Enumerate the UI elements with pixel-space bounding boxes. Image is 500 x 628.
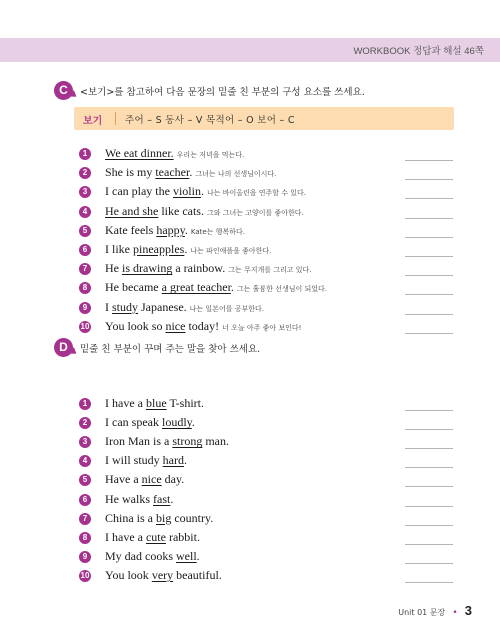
sentence-text: I like xyxy=(105,242,133,256)
sentence-text: a rainbow. xyxy=(172,261,226,276)
underlined-part: pineapples xyxy=(133,242,185,256)
underlined-part: blue xyxy=(145,396,167,410)
item-number-badge: 1 xyxy=(79,398,91,410)
underlined-part: cute xyxy=(145,529,166,544)
sentence-text: T-shirt. xyxy=(166,396,204,410)
sentence-text: He walks xyxy=(105,491,153,506)
exercise-item xyxy=(79,261,479,277)
sentence-text: He became xyxy=(105,280,162,295)
sentence-text: . xyxy=(184,242,188,256)
answer-blank[interactable] xyxy=(405,525,453,526)
sentence-text: He xyxy=(105,261,122,276)
sentence-text: Japanese. xyxy=(138,299,187,314)
underlined-part: We eat dinner. xyxy=(105,146,174,160)
sentence-text: You look xyxy=(105,567,152,582)
unit-label: Unit 01 문장 xyxy=(398,608,446,617)
sentence xyxy=(105,280,327,295)
example-content: 주어 – S 동사 – V 목적어 – O 보어 – C xyxy=(125,115,295,126)
answer-blank[interactable] xyxy=(405,198,453,199)
item-number-badge: 9 xyxy=(79,302,91,314)
sentence-text: . xyxy=(196,548,200,563)
sentence xyxy=(105,165,276,180)
answer-blank[interactable] xyxy=(405,582,453,583)
sentence-text: I will study xyxy=(105,453,163,468)
sentence xyxy=(105,568,222,583)
underlined-part: strong xyxy=(172,434,203,449)
exercise-item xyxy=(79,280,479,296)
underlined-part: well xyxy=(176,548,197,563)
example-divider xyxy=(115,112,116,125)
section-d-title: 밑줄 친 부분이 꾸며 주는 말을 찾아 쓰세요. xyxy=(80,344,261,355)
sentence-text: Have a xyxy=(105,472,142,487)
underlined-part: fast xyxy=(153,491,171,506)
answer-blank[interactable] xyxy=(405,429,453,430)
sentence-text: You look so xyxy=(105,318,166,333)
item-number-badge: 4 xyxy=(79,455,91,467)
page-number: 3 xyxy=(464,603,472,618)
korean-translation: 그녀는 나의 선생님이시다. xyxy=(195,170,277,179)
korean-translation: 나는 바이올린을 연주할 수 있다. xyxy=(206,189,307,198)
underlined-part: is drawing xyxy=(122,261,173,276)
exercise-item xyxy=(79,415,479,431)
item-number-badge: 8 xyxy=(79,532,91,544)
underlined-part: nice xyxy=(141,472,162,487)
sentence-text: beautiful. xyxy=(173,567,222,582)
footer-bullet: • xyxy=(452,608,458,618)
answer-blank[interactable] xyxy=(405,486,453,487)
sentence-text: . xyxy=(189,165,193,180)
sentence-text: . xyxy=(200,184,204,199)
exercise-item xyxy=(79,204,479,220)
exercise-item xyxy=(79,396,479,412)
exercise-item xyxy=(79,319,479,335)
exercise-item xyxy=(79,184,479,200)
sentence xyxy=(105,396,204,411)
korean-translation: Kate는 행복하다. xyxy=(190,227,245,236)
sentence-text: My dad cooks xyxy=(105,548,176,563)
korean-translation: 그는 무지개를 그리고 있다. xyxy=(228,266,312,275)
sentence-text: China is a xyxy=(105,510,156,525)
sentence xyxy=(105,223,245,238)
sentence xyxy=(105,300,264,315)
sentence-text: . xyxy=(230,280,234,295)
sentence xyxy=(105,472,184,487)
exercise-item xyxy=(79,568,479,584)
item-number-badge: 2 xyxy=(79,417,91,429)
answer-blank[interactable] xyxy=(405,314,453,315)
sentence xyxy=(105,204,304,219)
answer-blank[interactable] xyxy=(405,448,453,449)
workbook-reference: WORKBOOK 정답과 해설 46쪽 xyxy=(353,46,484,57)
sentence-text: country. xyxy=(171,510,214,525)
sentence xyxy=(105,453,187,468)
answer-blank[interactable] xyxy=(405,179,453,180)
underlined-part: loudly xyxy=(161,415,192,430)
sentence-text: . xyxy=(184,453,187,468)
answer-blank[interactable] xyxy=(405,333,453,334)
sentence xyxy=(105,242,271,257)
answer-blank[interactable] xyxy=(405,160,453,161)
sentence-text: man. xyxy=(202,434,229,449)
answer-blank[interactable] xyxy=(405,218,453,219)
item-number-badge: 3 xyxy=(79,436,91,448)
answer-blank[interactable] xyxy=(405,256,453,257)
item-number-badge: 6 xyxy=(79,244,91,256)
item-number-badge: 8 xyxy=(79,282,91,294)
exercise-item xyxy=(79,492,479,508)
sentence-text: I can speak xyxy=(105,415,162,430)
item-number-badge: 1 xyxy=(79,148,91,160)
sentence xyxy=(105,549,200,564)
korean-translation: 나는 일본어를 공부한다. xyxy=(189,304,264,313)
underlined-part: happy xyxy=(156,222,185,237)
sentence xyxy=(105,530,200,545)
item-number-badge: 10 xyxy=(80,570,90,580)
sentence xyxy=(105,415,195,430)
sentence-text: Kate feels xyxy=(105,222,157,237)
answer-blank[interactable] xyxy=(405,294,453,295)
exercise-item xyxy=(79,165,479,181)
item-number-badge: 5 xyxy=(79,474,91,486)
item-number-badge: 7 xyxy=(79,513,91,525)
sentence-text: I have a xyxy=(105,396,146,410)
answer-blank[interactable] xyxy=(405,467,453,468)
sentence-text: I xyxy=(105,299,112,314)
section-d-badge: D xyxy=(54,338,73,357)
sentence xyxy=(105,492,173,507)
underlined-part: study xyxy=(112,299,139,314)
item-number-badge: 4 xyxy=(79,206,91,218)
exercise-item xyxy=(79,511,479,527)
header-band xyxy=(0,38,500,62)
page-footer xyxy=(398,600,472,619)
korean-translation: 너 오늘 아주 좋아 보인다! xyxy=(222,323,302,332)
underlined-part: hard xyxy=(162,453,184,468)
sentence xyxy=(105,319,301,334)
item-number-badge: 3 xyxy=(79,186,91,198)
answer-blank[interactable] xyxy=(405,237,453,238)
sentence-text: like cats. xyxy=(158,203,204,218)
exercise-item xyxy=(79,453,479,469)
answer-blank[interactable] xyxy=(405,544,453,545)
sentence xyxy=(105,261,312,276)
exercise-item xyxy=(79,146,479,162)
exercise-item xyxy=(79,530,479,546)
sentence xyxy=(105,146,244,161)
exercise-item xyxy=(79,300,479,316)
sentence xyxy=(105,184,306,199)
underlined-part: big xyxy=(156,510,172,525)
item-number-badge: 7 xyxy=(79,263,91,275)
sentence-text: day. xyxy=(161,472,185,487)
exercise-item xyxy=(79,472,479,488)
item-number-badge: 10 xyxy=(80,321,90,331)
underlined-part: He and she xyxy=(105,203,159,218)
item-number-badge: 2 xyxy=(79,167,91,179)
sentence xyxy=(105,511,213,526)
item-number-badge: 9 xyxy=(79,551,91,563)
item-number-badge: 6 xyxy=(79,494,91,506)
exercise-item xyxy=(79,223,479,239)
sentence-text: I can play the xyxy=(105,184,173,199)
sentence-text: She is my xyxy=(105,165,156,180)
korean-translation: 우리는 저녁을 먹는다. xyxy=(176,151,245,159)
sentence-text: . xyxy=(191,415,195,430)
korean-translation: 그는 훌륭한 선생님이 되었다. xyxy=(236,285,327,294)
exercise-item xyxy=(79,549,479,565)
item-number-badge: 5 xyxy=(79,225,91,237)
answer-blank[interactable] xyxy=(405,275,453,276)
sentence-text: . xyxy=(184,222,188,237)
sentence-text: Iron Man is a xyxy=(105,434,173,449)
sentence-text: . xyxy=(170,491,174,506)
exercise-item xyxy=(79,434,479,450)
example-label: 보기 xyxy=(83,116,103,127)
underlined-part: teacher xyxy=(155,165,190,180)
underlined-part: very xyxy=(151,567,174,582)
korean-translation: 그와 그녀는 고양이를 좋아한다. xyxy=(206,208,304,217)
korean-translation: 나는 파인애플을 좋아한다. xyxy=(190,247,272,255)
underlined-part: a great teacher xyxy=(161,280,231,295)
answer-blank[interactable] xyxy=(405,410,453,411)
answer-blank[interactable] xyxy=(405,563,453,564)
section-c-title: <보기>를 참고하여 다음 문장의 밑줄 친 부분의 구성 요소를 쓰세요. xyxy=(80,87,365,98)
example-box xyxy=(74,107,454,130)
sentence-text: rabbit. xyxy=(165,529,200,544)
answer-blank[interactable] xyxy=(405,506,453,507)
underlined-part: violin xyxy=(172,184,201,199)
sentence xyxy=(105,434,229,449)
underlined-part: nice xyxy=(165,318,186,333)
section-c-badge: C xyxy=(54,81,73,100)
sentence-text: today! xyxy=(185,318,220,333)
exercise-item xyxy=(79,242,479,258)
sentence-text: I have a xyxy=(105,529,146,544)
